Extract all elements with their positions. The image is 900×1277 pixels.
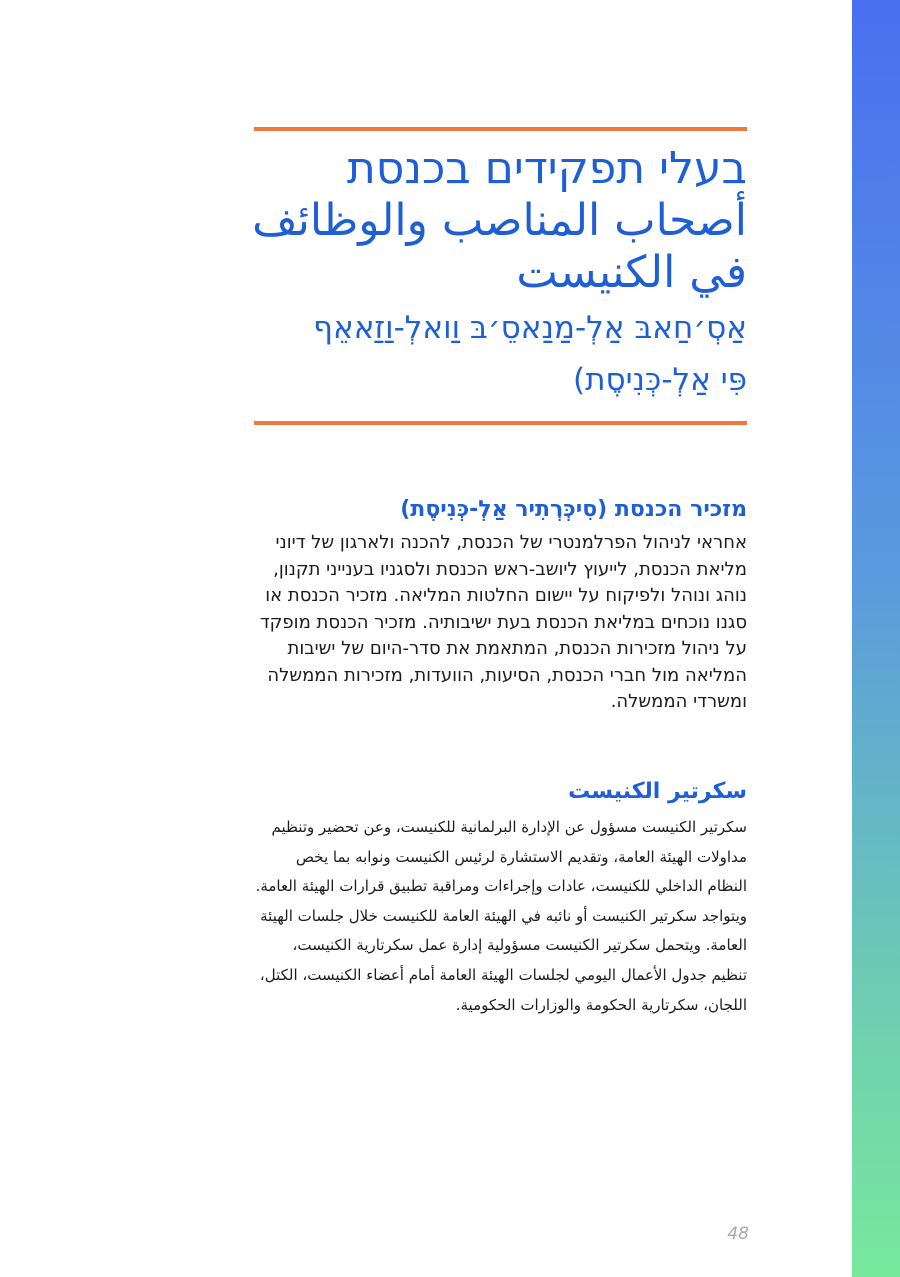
title-judeo-arabic-line2: פִּי אַלְ-כְּנִיסֶת) [573, 362, 747, 398]
title-judeo-arabic-line1: אַסְ׳חַאבּ אַלְ-מַנַאסֵ׳בּ וַואלְ-וַזַאאֵף [313, 310, 747, 346]
title-bottom-rule [254, 421, 747, 425]
decorative-gradient-bar [852, 0, 900, 1277]
title-arabic-line1: أصحاب المناصب والوظائف [252, 195, 747, 246]
section-hebrew [254, 492, 747, 716]
section-body-arabic: سكرتير الكنيست مسؤول عن الإدارة البرلمانية للكنيست، وعن تحضير وتنظيم مداولات الهيئة العامة، وتقديم الاستشارة لرئيس الكنيست ونوابه بما يخص النظام الداخلي للكنيست، عادات وإجراءات ومراقبة تطبيق قرارات الهيئة العامة. ويتواجد سكرتير الكنيست أو نائبه في الهيئة العامة للكنيست خلال جلسات الهيئة العامة. ويتحمل سكرتير الكنيست مسؤولية إدارة عمل سكرتارية الكنيست، تنظيم جدول الأعمال اليومي لجلسات الهيئة العامة أمام أعضاء الكنيست، الكتل، اللجان، سكرتارية الحكومة والوزارات الحكومية. [255, 818, 747, 1014]
section-body-hebrew: אחראי לניהול הפרלמנטרי של הכנסת, להכנה ולארגון של דיוני מליאת הכנסת, לייעוץ ליושב-ראש הכנסת ולסגניו בענייני תקנון, נוהג ונוהל ולפיקוח על יישום החלטות המליאה. מזכיר הכנסת או סגנו נוכחים במליאת הכנסת בעת ישיבותיה. מזכיר הכנסת מופקד על ניהול מזכירות הכנסת, המתאמת את סדר-היום של ישיבות המליאה מול חברי הכנסת, הסיעות, הוועדות, מזכירות הממשלה ומשרדי הממשלה. [259, 532, 747, 712]
title-hebrew: בעלי תפקידים בכנסת [346, 143, 747, 194]
title-top-rule [254, 127, 747, 131]
page-number: 48 [727, 1224, 749, 1244]
page-title-block [254, 142, 747, 403]
section-heading-arabic: سكرتير الكنيست [568, 779, 747, 804]
section-heading-hebrew: מזכיר הכנסת (סִיכְּרְתִיר אַלְ-כְּנִיסֶת) [400, 497, 747, 522]
title-arabic-line2: في الكنيست [516, 247, 747, 298]
section-arabic [254, 773, 747, 1020]
